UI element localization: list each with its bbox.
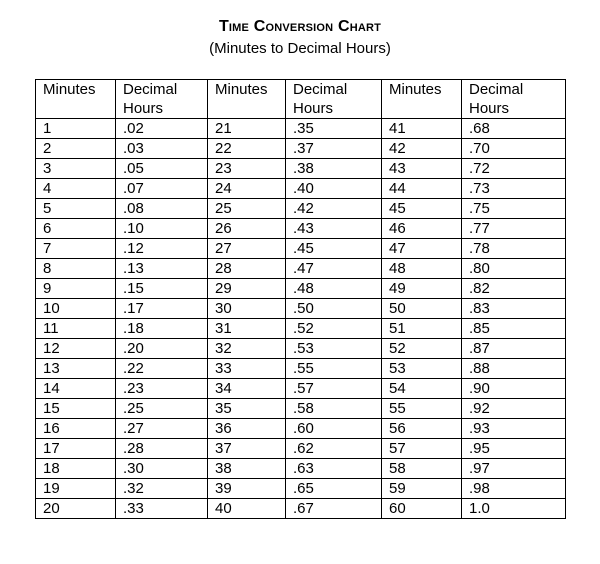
decimal-hours-cell: .03	[116, 139, 208, 159]
minutes-cell: 53	[382, 359, 462, 379]
table-row	[36, 159, 566, 179]
minutes-cell: 29	[208, 279, 286, 299]
decimal-hours-cell: .90	[462, 379, 566, 399]
minutes-cell: 45	[382, 199, 462, 219]
minutes-cell: 31	[208, 319, 286, 339]
minutes-cell: 16	[36, 419, 116, 439]
minutes-cell: 24	[208, 179, 286, 199]
minutes-cell: 14	[36, 379, 116, 399]
minutes-cell: 17	[36, 439, 116, 459]
minutes-cell: 11	[36, 319, 116, 339]
table-row	[36, 199, 566, 219]
minutes-cell: 20	[36, 499, 116, 519]
minutes-cell: 9	[36, 279, 116, 299]
minutes-cell: 35	[208, 399, 286, 419]
minutes-cell: 40	[208, 499, 286, 519]
minutes-cell: 30	[208, 299, 286, 319]
chart-subtitle: (Minutes to Decimal Hours)	[209, 40, 391, 57]
minutes-cell: 19	[36, 479, 116, 499]
decimal-hours-cell: .98	[462, 479, 566, 499]
minutes-cell: 27	[208, 239, 286, 259]
decimal-hours-cell: .22	[116, 359, 208, 379]
minutes-cell: 44	[382, 179, 462, 199]
minutes-cell: 39	[208, 479, 286, 499]
column-header: Decimal Hours	[116, 80, 208, 119]
decimal-hours-cell: .68	[462, 119, 566, 139]
minutes-cell: 32	[208, 339, 286, 359]
decimal-hours-cell: .08	[116, 199, 208, 219]
decimal-hours-cell: .65	[286, 479, 382, 499]
decimal-hours-cell: .92	[462, 399, 566, 419]
minutes-cell: 46	[382, 219, 462, 239]
minutes-cell: 50	[382, 299, 462, 319]
table-row	[36, 139, 566, 159]
decimal-hours-cell: .88	[462, 359, 566, 379]
conversion-table	[35, 79, 566, 519]
minutes-cell: 42	[382, 139, 462, 159]
decimal-hours-cell: .17	[116, 299, 208, 319]
minutes-cell: 52	[382, 339, 462, 359]
decimal-hours-cell: .10	[116, 219, 208, 239]
column-header: Decimal Hours	[286, 80, 382, 119]
minutes-cell: 2	[36, 139, 116, 159]
minutes-cell: 36	[208, 419, 286, 439]
minutes-cell: 18	[36, 459, 116, 479]
minutes-cell: 15	[36, 399, 116, 419]
decimal-hours-cell: .52	[286, 319, 382, 339]
minutes-cell: 59	[382, 479, 462, 499]
minutes-cell: 43	[382, 159, 462, 179]
decimal-hours-cell: .77	[462, 219, 566, 239]
decimal-hours-cell: .78	[462, 239, 566, 259]
minutes-cell: 49	[382, 279, 462, 299]
decimal-hours-cell: 1.0	[462, 499, 566, 519]
minutes-cell: 56	[382, 419, 462, 439]
decimal-hours-cell: .30	[116, 459, 208, 479]
table-row	[36, 419, 566, 439]
minutes-cell: 58	[382, 459, 462, 479]
table-row	[36, 319, 566, 339]
decimal-hours-cell: .53	[286, 339, 382, 359]
table-row	[36, 439, 566, 459]
decimal-hours-cell: .27	[116, 419, 208, 439]
minutes-cell: 51	[382, 319, 462, 339]
decimal-hours-cell: .45	[286, 239, 382, 259]
decimal-hours-cell: .67	[286, 499, 382, 519]
decimal-hours-cell: .62	[286, 439, 382, 459]
decimal-hours-cell: .72	[462, 159, 566, 179]
minutes-cell: 8	[36, 259, 116, 279]
table-row	[36, 219, 566, 239]
minutes-cell: 55	[382, 399, 462, 419]
table-row	[36, 499, 566, 519]
minutes-cell: 57	[382, 439, 462, 459]
decimal-hours-cell: .02	[116, 119, 208, 139]
minutes-cell: 7	[36, 239, 116, 259]
decimal-hours-cell: .13	[116, 259, 208, 279]
table-row	[36, 339, 566, 359]
decimal-hours-cell: .85	[462, 319, 566, 339]
decimal-hours-cell: .48	[286, 279, 382, 299]
minutes-cell: 41	[382, 119, 462, 139]
decimal-hours-cell: .05	[116, 159, 208, 179]
decimal-hours-cell: .63	[286, 459, 382, 479]
table-row	[36, 359, 566, 379]
table-row	[36, 399, 566, 419]
decimal-hours-cell: .50	[286, 299, 382, 319]
minutes-cell: 22	[208, 139, 286, 159]
decimal-hours-cell: .58	[286, 399, 382, 419]
minutes-cell: 3	[36, 159, 116, 179]
decimal-hours-cell: .97	[462, 459, 566, 479]
minutes-cell: 38	[208, 459, 286, 479]
minutes-cell: 28	[208, 259, 286, 279]
table-row	[36, 279, 566, 299]
table-header-row	[36, 80, 566, 119]
decimal-hours-cell: .37	[286, 139, 382, 159]
decimal-hours-cell: .43	[286, 219, 382, 239]
decimal-hours-cell: .83	[462, 299, 566, 319]
column-header: Decimal Hours	[462, 80, 566, 119]
decimal-hours-cell: .15	[116, 279, 208, 299]
minutes-cell: 21	[208, 119, 286, 139]
minutes-cell: 13	[36, 359, 116, 379]
minutes-cell: 10	[36, 299, 116, 319]
column-header: Minutes	[208, 80, 286, 119]
minutes-cell: 12	[36, 339, 116, 359]
decimal-hours-cell: .25	[116, 399, 208, 419]
decimal-hours-cell: .42	[286, 199, 382, 219]
decimal-hours-cell: .95	[462, 439, 566, 459]
decimal-hours-cell: .73	[462, 179, 566, 199]
column-header: Minutes	[382, 80, 462, 119]
minutes-cell: 34	[208, 379, 286, 399]
column-header: Minutes	[36, 80, 116, 119]
table-row	[36, 119, 566, 139]
decimal-hours-cell: .60	[286, 419, 382, 439]
minutes-cell: 48	[382, 259, 462, 279]
decimal-hours-cell: .07	[116, 179, 208, 199]
minutes-cell: 37	[208, 439, 286, 459]
decimal-hours-cell: .57	[286, 379, 382, 399]
minutes-cell: 5	[36, 199, 116, 219]
decimal-hours-cell: .35	[286, 119, 382, 139]
minutes-cell: 54	[382, 379, 462, 399]
decimal-hours-cell: .38	[286, 159, 382, 179]
decimal-hours-cell: .33	[116, 499, 208, 519]
decimal-hours-cell: .82	[462, 279, 566, 299]
minutes-cell: 25	[208, 199, 286, 219]
chart-title: Time Conversion Chart	[218, 18, 382, 35]
minutes-cell: 26	[208, 219, 286, 239]
minutes-cell: 1	[36, 119, 116, 139]
decimal-hours-cell: .32	[116, 479, 208, 499]
decimal-hours-cell: .70	[462, 139, 566, 159]
decimal-hours-cell: .80	[462, 259, 566, 279]
decimal-hours-cell: .12	[116, 239, 208, 259]
minutes-cell: 23	[208, 159, 286, 179]
minutes-cell: 33	[208, 359, 286, 379]
table-row	[36, 179, 566, 199]
table-row	[36, 459, 566, 479]
table-row	[36, 259, 566, 279]
minutes-cell: 6	[36, 219, 116, 239]
decimal-hours-cell: .93	[462, 419, 566, 439]
decimal-hours-cell: .20	[116, 339, 208, 359]
decimal-hours-cell: .55	[286, 359, 382, 379]
table-row	[36, 299, 566, 319]
minutes-cell: 47	[382, 239, 462, 259]
decimal-hours-cell: .28	[116, 439, 208, 459]
minutes-cell: 60	[382, 499, 462, 519]
decimal-hours-cell: .87	[462, 339, 566, 359]
table-row	[36, 239, 566, 259]
decimal-hours-cell: .23	[116, 379, 208, 399]
minutes-cell: 4	[36, 179, 116, 199]
table-body	[36, 119, 566, 519]
decimal-hours-cell: .75	[462, 199, 566, 219]
decimal-hours-cell: .40	[286, 179, 382, 199]
decimal-hours-cell: .18	[116, 319, 208, 339]
table-row	[36, 379, 566, 399]
table-row	[36, 479, 566, 499]
decimal-hours-cell: .47	[286, 259, 382, 279]
